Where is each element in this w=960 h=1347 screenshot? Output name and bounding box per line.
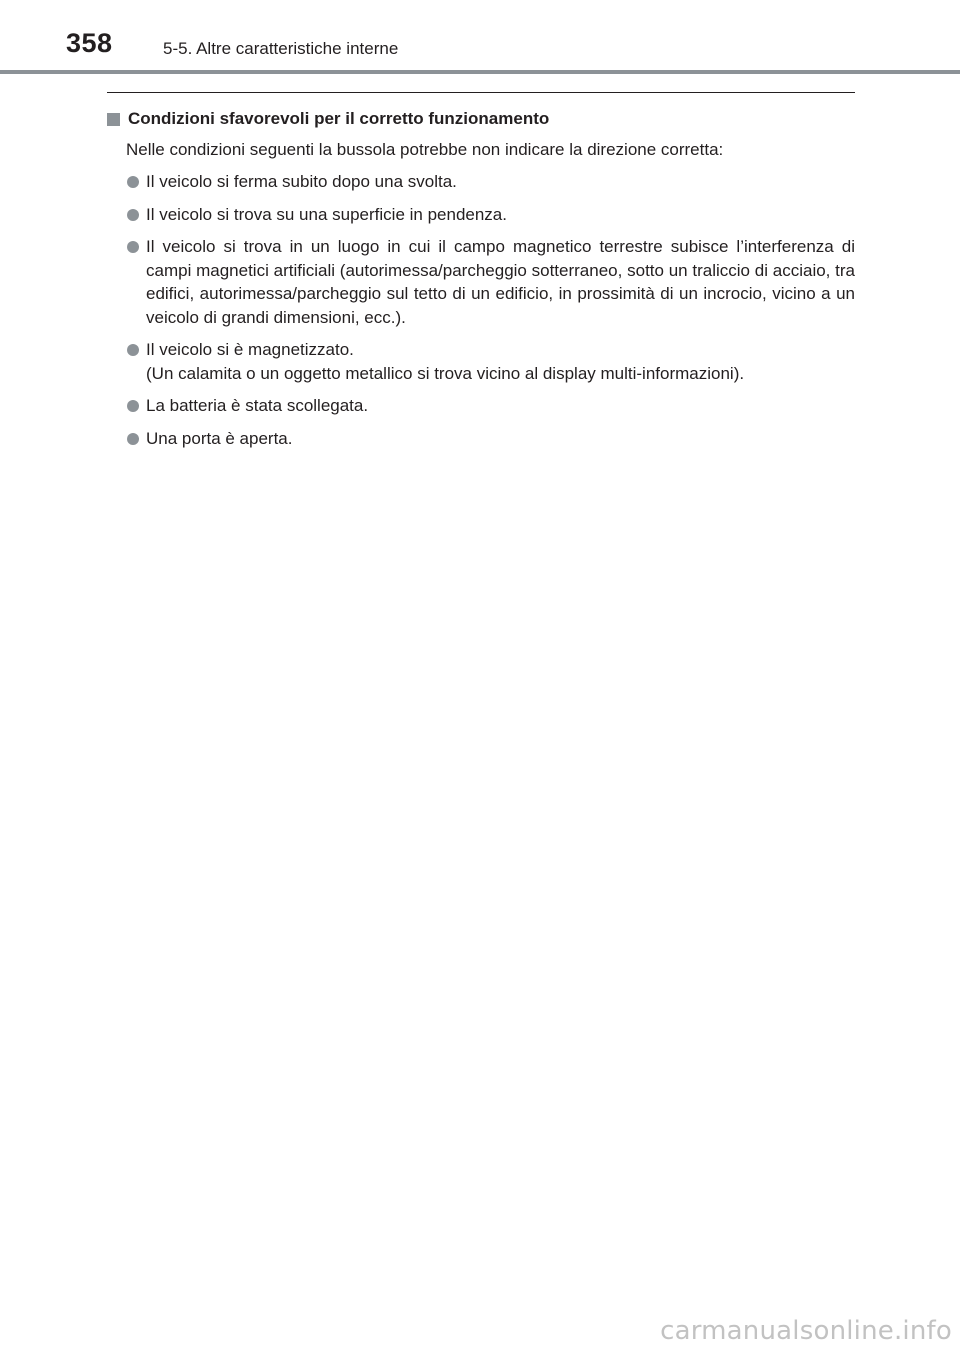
- header-rule: [0, 70, 960, 74]
- condition-list: [107, 170, 855, 450]
- square-bullet-icon: [107, 113, 120, 126]
- circle-bullet-icon: [127, 344, 139, 356]
- circle-bullet-icon: [127, 241, 139, 253]
- list-item-text: Il veicolo si è magnetizzato. (Un calamita o un oggetto metallico si trova vicino al display multi-informazioni).: [146, 340, 745, 383]
- intro-text: Nelle condizioni seguenti la bussola potrebbe non indicare la direzione corretta:: [126, 140, 724, 159]
- list-item: [107, 394, 855, 418]
- list-item-text: Il veicolo si ferma subito dopo una svolta.: [146, 172, 457, 191]
- list-item-text: Il veicolo si trova in un luogo in cui il campo magnetico terrestre subisce l’interferenza di campi magnetici artificiali (autorimessa/parcheggio sotterraneo, sotto un traliccio di acciaio, tra edifici, autorimessa/parcheggio sul tetto di un edificio, in prossimità di un incrocio, vicino a un veicolo di grandi dimensioni, ecc.).: [146, 237, 855, 327]
- list-item-text: Il veicolo si trova su una superficie in pendenza.: [146, 204, 507, 224]
- list-item: [107, 203, 855, 227]
- list-item: [107, 338, 855, 385]
- list-item-text: Una porta è aperta.: [146, 428, 293, 448]
- content-rule: [107, 92, 855, 93]
- watermark: carmanualsonline.info: [660, 1316, 952, 1346]
- circle-bullet-icon: [127, 400, 139, 412]
- section-heading-text: Condizioni sfavorevoli per il corretto funzionamento: [128, 109, 550, 128]
- list-item: [107, 170, 855, 194]
- content-section: [107, 108, 855, 459]
- list-item-text: La batteria è stata scollegata.: [146, 396, 369, 415]
- circle-bullet-icon: [127, 209, 139, 221]
- section-path: 5-5. Altre caratteristiche interne: [163, 39, 399, 58]
- page-number: 358: [66, 28, 113, 58]
- list-item: [107, 427, 855, 451]
- section-heading: [107, 108, 855, 130]
- circle-bullet-icon: [127, 176, 139, 188]
- circle-bullet-icon: [127, 433, 139, 445]
- list-item: [107, 235, 855, 329]
